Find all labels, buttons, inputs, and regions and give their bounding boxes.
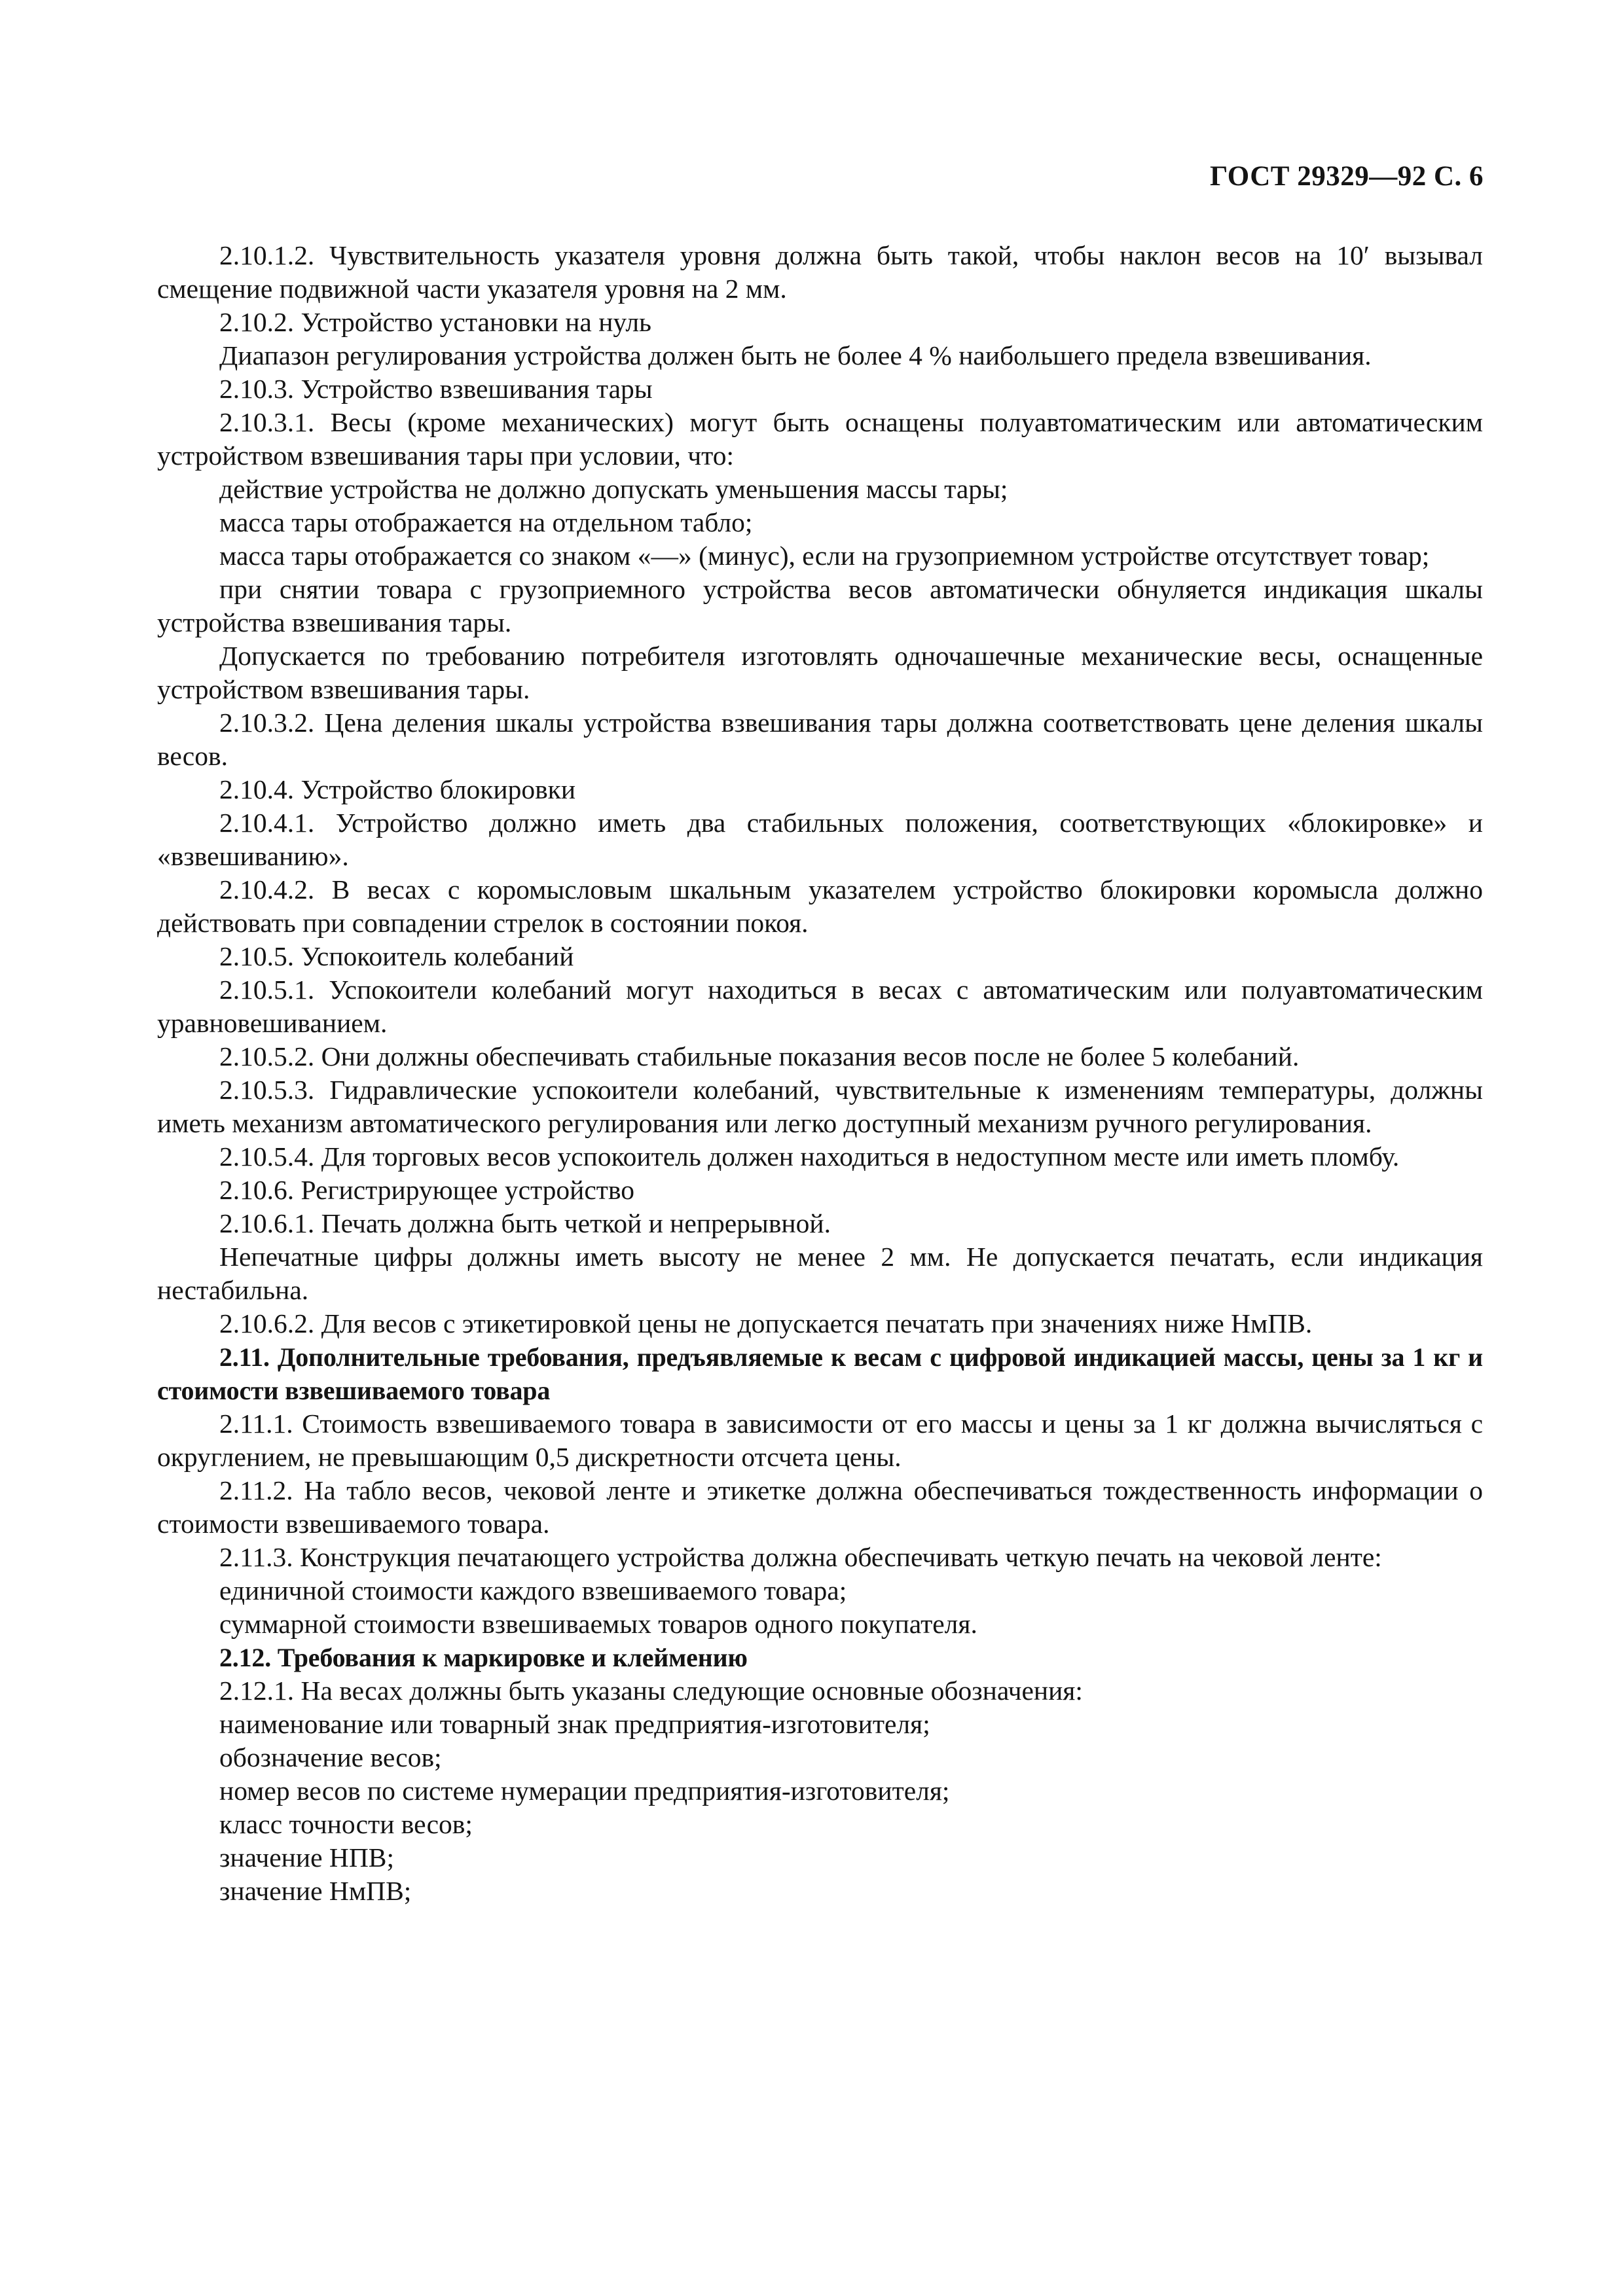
paragraph-2-10-6-2: 2.10.6.2. Для весов с этикетировкой цены не допускается печатать при значениях ниже НмПВ.	[219, 1308, 1313, 1338]
paragraph-2-10-5-4: 2.10.5.4. Для торговых весов успокоитель должен находиться в недоступном месте или иметь пломбу.	[219, 1141, 1400, 1172]
list-item: значение НПВ;	[219, 1842, 395, 1873]
list-item: при снятии товара с грузоприемного устройства весов автоматически обнуляется индикация шкалы устройства взвешивания тары.	[157, 574, 1483, 637]
list-item: суммарной стоимости взвешиваемых товаров одного покупателя.	[219, 1609, 977, 1639]
paragraph-2-12-1: 2.12.1. На весах должны быть указаны следующие основные обозначения:	[219, 1676, 1083, 1706]
paragraph-permission: Допускается по требованию потребителя изготовлять одночашечные механические весы, оснащенные устройством взвешивания тары.	[157, 641, 1483, 704]
paragraph-2-10-2: 2.10.2. Устройство установки на нуль	[219, 307, 651, 337]
document-body	[157, 239, 1483, 1908]
paragraph-2-10-5: 2.10.5. Успокоитель колебаний	[219, 941, 574, 971]
paragraph-2-11-1: 2.11.1. Стоимость взвешиваемого товара в зависимости от его массы и цены за 1 кг должна вычисляться с округлением, не превышающим 0,5 дискретности отсчета цены.	[157, 1408, 1483, 1472]
paragraph-zero-range: Диапазон регулирования устройства должен быть не более 4 % наибольшего предела взвешивания.	[219, 340, 1372, 370]
paragraph-2-11-3: 2.11.3. Конструкция печатающего устройства должна обеспечивать четкую печать на чековой ленте:	[219, 1542, 1382, 1572]
list-item: масса тары отображается со знаком «—» (минус), если на грузоприемном устройстве отсутствует товар;	[219, 541, 1430, 571]
section-heading-2-12: 2.12. Требования к маркировке и клеймению	[219, 1643, 748, 1672]
paragraph-2-10-5-3: 2.10.5.3. Гидравлические успокоители колебаний, чувствительные к изменениям температуры, должны иметь механизм автоматического регулирования или легко доступный механизм ручного регулирования.	[157, 1075, 1483, 1138]
paragraph-2-10-5-2: 2.10.5.2. Они должны обеспечивать стабильные показания весов после не более 5 колебаний.	[219, 1041, 1300, 1071]
list-item: значение НмПВ;	[219, 1876, 412, 1906]
list-item: масса тары отображается на отдельном табло;	[219, 507, 753, 537]
paragraph-digits-height: Непечатные цифры должны иметь высоту не менее 2 мм. Не допускается печатать, если индикация нестабильна.	[157, 1242, 1483, 1305]
paragraph-2-10-6-1: 2.10.6.1. Печать должна быть четкой и непрерывной.	[219, 1208, 831, 1238]
paragraph-2-10-5-1: 2.10.5.1. Успокоители колебаний могут находиться в весах с автоматическим или полуавтоматическим уравновешиванием.	[157, 975, 1483, 1038]
section-heading-2-11: 2.11. Дополнительные требования, предъявляемые к весам с цифровой индикацией массы, цены за 1 кг и стоимости взвешиваемого товара	[157, 1342, 1483, 1405]
list-item: класс точности весов;	[219, 1809, 473, 1839]
paragraph-2-10-1-2: 2.10.1.2. Чувствительность указателя уровня должна быть такой, чтобы наклон весов на 10′ вызывал смещение подвижной части указателя уровня на 2 мм.	[157, 240, 1483, 304]
page-header: ГОСТ 29329—92 С. 6	[1209, 161, 1484, 192]
paragraph-2-10-6: 2.10.6. Регистрирующее устройство	[219, 1175, 634, 1205]
paragraph-2-10-3-2: 2.10.3.2. Цена деления шкалы устройства взвешивания тары должна соответствовать цене деления шкалы весов.	[157, 708, 1483, 771]
paragraph-2-11-2: 2.11.2. На табло весов, чековой ленте и этикетке должна обеспечиваться тождественность информации о стоимости взвешиваемого товара.	[157, 1475, 1483, 1539]
list-item: наименование или товарный знак предприятия-изготовителя;	[219, 1709, 930, 1739]
paragraph-2-10-3-1: 2.10.3.1. Весы (кроме механических) могут быть оснащены полуавтоматическим или автоматическим устройством взвешивания тары при условии, что:	[157, 407, 1483, 471]
paragraph-2-10-3: 2.10.3. Устройство взвешивания тары	[219, 374, 653, 404]
list-item: действие устройства не должно допускать уменьшения массы тары;	[219, 474, 1008, 504]
paragraph-2-10-4: 2.10.4. Устройство блокировки	[219, 774, 576, 804]
list-item: единичной стоимости каждого взвешиваемого товара;	[219, 1575, 847, 1605]
paragraph-2-10-4-2: 2.10.4.2. В весах с коромысловым шкальным указателем устройство блокировки коромысла должно действовать при совпадении стрелок в состоянии покоя.	[157, 874, 1483, 938]
paragraph-2-10-4-1: 2.10.4.1. Устройство должно иметь два стабильных положения, соответствующих «блокировке» и «взвешиванию».	[157, 808, 1483, 871]
list-item: номер весов по системе нумерации предприятия-изготовителя;	[219, 1776, 950, 1806]
list-item: обозначение весов;	[219, 1742, 442, 1772]
